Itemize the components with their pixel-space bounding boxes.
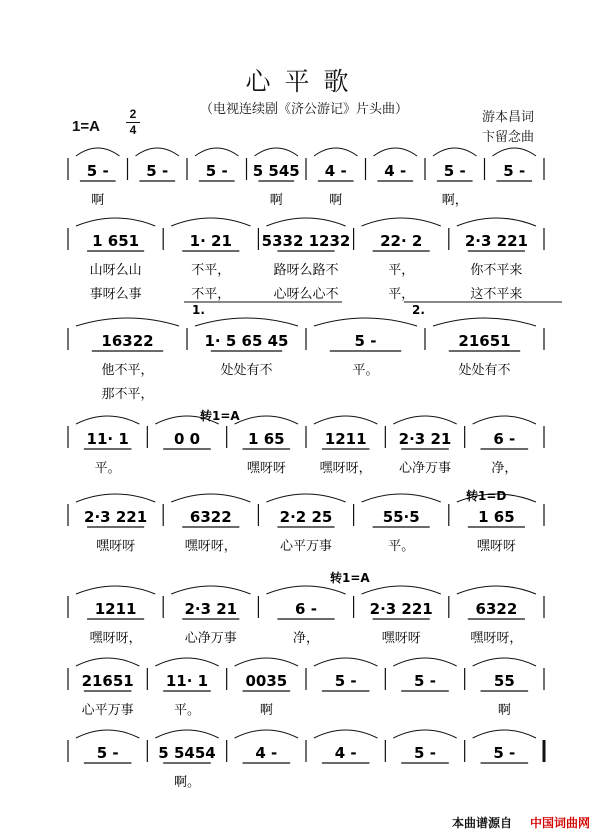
- notation-bar: 5 -: [354, 332, 377, 350]
- notation-bar: 1· 5 65 45: [204, 332, 289, 350]
- notation-bar: 21651: [458, 332, 511, 350]
- lyric-text: 净，: [491, 461, 518, 476]
- slur-arc: [473, 416, 536, 424]
- slur-arc: [433, 318, 536, 326]
- lyric-text: 心净万事: [398, 461, 452, 476]
- slur-arc: [266, 494, 345, 502]
- notation-bar: 5 -: [493, 744, 516, 762]
- lyric-text: 山呀么山: [89, 263, 142, 278]
- slur-arc: [76, 416, 139, 424]
- notation-bar: 55: [493, 672, 515, 690]
- footer-source: 本曲谱源自: [452, 816, 513, 830]
- lyric-text: 平。: [173, 703, 201, 718]
- lyric-text: 嘿呀呀，: [89, 631, 142, 646]
- slur-arc: [155, 658, 218, 666]
- slur-arc: [76, 218, 155, 226]
- lyric-text: 他不平，: [101, 363, 154, 378]
- slur-arc: [457, 218, 536, 226]
- slur-arc: [473, 658, 536, 666]
- lyric-text: 嘿呀呀，: [184, 539, 237, 554]
- lyric-text: 你不平来: [470, 263, 523, 278]
- slur-arc: [393, 730, 456, 738]
- notation-bar: 2·2 25: [279, 508, 333, 526]
- slur-arc: [235, 658, 298, 666]
- notation-bar: 5 -: [146, 162, 169, 180]
- notation-bar: 22· 2: [380, 232, 423, 250]
- lyric-text: 平。: [352, 363, 379, 378]
- slur-arc: [76, 148, 120, 156]
- notation-bar: 21651: [81, 672, 134, 690]
- notation-bar: 2·3 221: [84, 508, 148, 526]
- notation-bar: 5 -: [443, 162, 466, 180]
- lyric-text: 处处有不: [458, 363, 511, 378]
- slur-arc: [76, 494, 155, 502]
- notation-bar: 1 65: [478, 508, 515, 526]
- slur-arc: [76, 730, 139, 738]
- lyric-text: 啊: [91, 193, 105, 208]
- lyric-text: 心平万事: [279, 539, 333, 554]
- lyric-text: 这不平来: [470, 287, 523, 302]
- slur-arc: [393, 658, 456, 666]
- notation-bar: 2·3 21: [184, 600, 238, 618]
- notation-bar: 6322: [475, 600, 518, 618]
- notation-bar: 5 -: [86, 162, 109, 180]
- slur-arc: [433, 148, 477, 156]
- slur-arc: [266, 218, 345, 226]
- notation-bar: 4 -: [384, 162, 407, 180]
- notation-bar: 4 -: [334, 744, 357, 762]
- slur-arc: [235, 730, 298, 738]
- song-subtitle: （电视连续剧《济公游记》片头曲）: [199, 102, 408, 117]
- slur-arc: [76, 318, 179, 326]
- lyric-text: 平，: [388, 287, 415, 302]
- slur-arc: [155, 730, 218, 738]
- slur-arc: [457, 586, 536, 594]
- slur-arc: [314, 730, 377, 738]
- slur-arc: [266, 586, 345, 594]
- meter-bottom: 4: [129, 123, 137, 137]
- lyric-text: 嘿呀呀，: [319, 461, 372, 476]
- lyric-text: 平。: [388, 539, 415, 554]
- lyric-text: 处处有不: [220, 363, 273, 378]
- notation-bar: 6322: [189, 508, 232, 526]
- lyric-text: 那不平，: [101, 387, 154, 402]
- slur-arc: [255, 148, 299, 156]
- lyric-text: 啊，: [441, 193, 468, 208]
- score-annotation: 2.: [412, 303, 425, 317]
- slur-arc: [362, 494, 441, 502]
- lyric-text: 心净万事: [184, 631, 237, 646]
- lyric-text: 不平，: [191, 287, 231, 302]
- notation-bar: 1211: [324, 430, 367, 448]
- notation-bar: 6 -: [295, 600, 317, 618]
- slur-arc: [76, 586, 155, 594]
- slur-arc: [195, 318, 298, 326]
- notation-bar: 11· 1: [165, 672, 209, 690]
- notation-bar: 4 -: [324, 162, 347, 180]
- lyric-text: 啊。: [173, 775, 201, 790]
- notation-bar: 11· 1: [86, 430, 129, 448]
- lyric-text: 啊: [269, 193, 283, 208]
- notation-bar: 2·3 21: [398, 430, 452, 448]
- slur-arc: [195, 148, 239, 156]
- slur-arc: [314, 658, 377, 666]
- notation-bar: 55·5: [382, 508, 420, 526]
- slur-arc: [171, 218, 250, 226]
- notation-bar: 0 0: [173, 430, 201, 448]
- notation-bar: 1 651: [92, 232, 140, 250]
- key-signature: 1=A: [72, 118, 100, 135]
- song-title: 心平歌: [245, 67, 363, 96]
- slur-arc: [393, 416, 456, 424]
- slur-arc: [76, 658, 139, 666]
- slur-arc: [171, 494, 250, 502]
- notation-bar: 1 65: [248, 430, 285, 448]
- score-annotation: 转1=A: [200, 409, 240, 423]
- notation-bar: 5332 1232: [261, 232, 351, 250]
- lyric-text: 嘿呀呀: [246, 461, 286, 476]
- lyric-text: 心平万事: [81, 703, 134, 718]
- slur-arc: [314, 318, 417, 326]
- lyric-text: 平，: [388, 263, 415, 278]
- score-annotation: 转1=D: [466, 489, 507, 503]
- lyric-text: 路呀么路不: [273, 263, 339, 278]
- lyric-text: 啊: [497, 703, 511, 718]
- notation-bar: 16322: [101, 332, 154, 350]
- lyric-text: 嘿呀呀，: [470, 631, 523, 646]
- notation-bar: 5 -: [414, 744, 436, 762]
- notation-bar: 1· 21: [189, 232, 232, 250]
- notation-bar: 0035: [245, 672, 288, 690]
- slur-arc: [362, 218, 441, 226]
- score-annotation: 转1=A: [330, 571, 370, 585]
- notation-bar: 5 -: [414, 672, 436, 690]
- slur-arc: [493, 148, 537, 156]
- notation-bar: 5 5454: [158, 744, 216, 762]
- lyric-text: 嘿呀呀: [476, 539, 516, 554]
- notation-bar: 4 -: [255, 744, 278, 762]
- meter-top: 2: [129, 107, 137, 121]
- lyric-text: 不平，: [191, 263, 231, 278]
- slur-arc: [314, 416, 377, 424]
- footer-site: 中国词曲网: [530, 816, 591, 830]
- lyric-text: 啊: [259, 703, 273, 718]
- slur-arc: [362, 586, 441, 594]
- notation-bar: 6 -: [493, 430, 516, 448]
- composer-credit: 卞留念曲: [482, 130, 535, 145]
- lyric-text: 事呀么事: [89, 287, 142, 302]
- lyric-text: 平。: [94, 461, 121, 476]
- slur-arc: [171, 586, 250, 594]
- notation-bar: 5 -: [503, 162, 526, 180]
- notation-bar: 5 -: [334, 672, 357, 690]
- lyric-text: 心呀么心不: [273, 287, 339, 302]
- lyric-text: 净，: [292, 631, 320, 646]
- lyric-text: 啊: [329, 193, 343, 208]
- slur-arc: [314, 148, 358, 156]
- notation-bar: 5 545: [252, 162, 300, 180]
- slur-arc: [136, 148, 180, 156]
- notation-bar: 1211: [94, 600, 137, 618]
- slur-arc: [374, 148, 418, 156]
- lyric-text: 嘿呀呀: [96, 539, 136, 554]
- notation-bar: 2·3 221: [369, 600, 433, 618]
- slur-arc: [235, 416, 298, 424]
- slur-arc: [473, 730, 536, 738]
- lyricist-credit: 游本昌词: [482, 110, 535, 125]
- score-annotation: 1.: [192, 303, 205, 317]
- lyric-text: 嘿呀呀: [381, 631, 421, 646]
- notation-bar: 5 -: [96, 744, 119, 762]
- notation-bar: 2·3 221: [464, 232, 528, 250]
- notation-bar: 5 -: [205, 162, 228, 180]
